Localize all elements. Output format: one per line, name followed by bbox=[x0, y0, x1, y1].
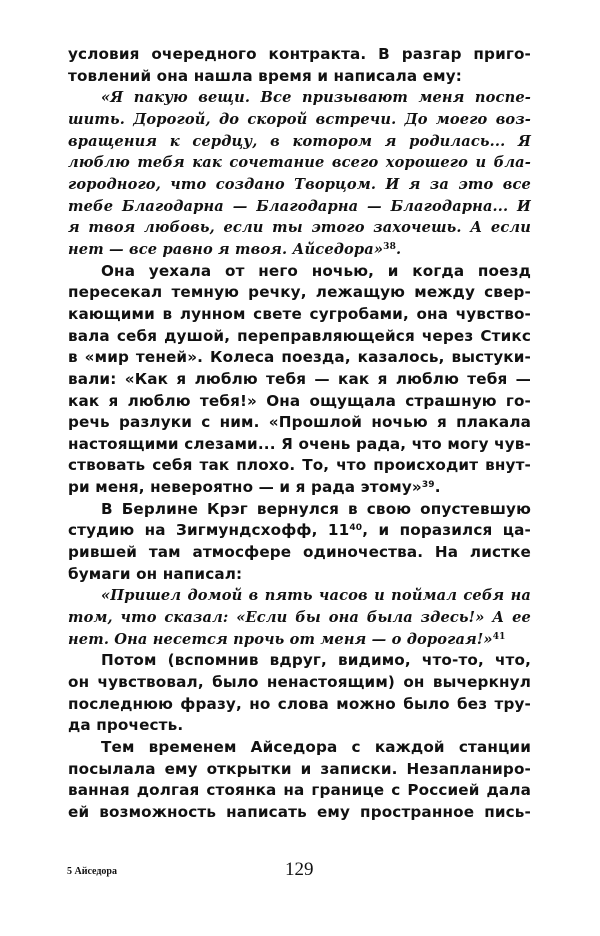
footnote-ref: 41 bbox=[492, 631, 506, 642]
footnote-ref: 39 bbox=[421, 480, 435, 491]
text-line: рившей там атмосфере одиночества. На листке bbox=[68, 543, 531, 562]
text-line: вали: «Как я люблю тебя — как я люблю тебя — bbox=[68, 369, 531, 388]
text-fragment: студию на Зигмундсхофф, 11 bbox=[68, 521, 350, 540]
text-line: ванная долгая стоянка на границе с Россией дала bbox=[68, 781, 531, 800]
text-line: «Я пакую вещи. Все призывают меня поспе- bbox=[101, 89, 531, 107]
text-line: Тем временем Айседора с каждой станции bbox=[101, 738, 531, 756]
text-fragment: . bbox=[434, 478, 441, 497]
text-line: «Пришел домой в пять часов и поймал себя на bbox=[101, 587, 531, 605]
text-line: бумаги он написал: bbox=[68, 564, 243, 583]
text-fragment: . bbox=[396, 240, 402, 258]
text-line bbox=[68, 520, 531, 542]
text-line: да прочесть. bbox=[68, 716, 184, 735]
page-body bbox=[68, 44, 531, 824]
text-line: городного, что создано Творцом. И я за это все bbox=[68, 175, 531, 193]
text-line: тебе Благодарна — Благодарна — Благодарна... И bbox=[68, 197, 531, 215]
text-line bbox=[68, 239, 531, 261]
quote-craig-note bbox=[68, 585, 531, 650]
paragraph-berlin-craig bbox=[68, 499, 531, 586]
footnote-ref: 38 bbox=[383, 241, 396, 252]
paragraph-train-journey bbox=[68, 261, 531, 499]
text-line: люблю тебя как сочетание всего хорошего и бла- bbox=[68, 154, 531, 172]
footnote-ref: 40 bbox=[349, 523, 363, 534]
text-line: посылала ему открытки и записки. Незапланиро- bbox=[68, 759, 531, 778]
text-line: речь разлуки с ним. «Прошлой ночью я плакала bbox=[68, 413, 531, 432]
text-line: вращения к сердцу, в котором я родилась... Я bbox=[68, 132, 531, 150]
text-line: последнюю фразу, но слова можно было без тру- bbox=[68, 694, 531, 713]
paragraph-continuation bbox=[68, 44, 531, 87]
paragraph-crossed-out bbox=[68, 650, 531, 737]
text-line: пересекал темную речку, лежащую между свер- bbox=[68, 283, 531, 302]
text-line: условия очередного контракта. В разгар приго- bbox=[68, 45, 531, 63]
text-line: как я люблю тебя!» Она ощущала страшную го- bbox=[68, 391, 531, 410]
text-line: ей возможность написать ему пространное пись- bbox=[68, 802, 531, 821]
text-line: Потом (вспомнив вдруг, видимо, что-то, что, bbox=[101, 651, 531, 670]
text-line: я твоя любовь, если ты этого захочешь. А если bbox=[68, 219, 531, 237]
text-line: в «мир теней». Колеса поезда, казалось, выстуки- bbox=[68, 348, 531, 367]
text-line: кающими в лунном свете сугробами, она чувство- bbox=[68, 304, 531, 323]
text-line: том, что сказал: «Если бы она была здесь!» А ее bbox=[68, 609, 531, 627]
text-fragment: ри меня, невероятно — и я рада этому» bbox=[68, 478, 422, 497]
page-number: 129 bbox=[285, 859, 314, 880]
text-line bbox=[68, 629, 531, 651]
text-fragment: нет — все равно я твоя. Айседора» bbox=[68, 240, 384, 258]
text-line: он чувствовал, было ненастоящим) он вычеркнул bbox=[68, 673, 531, 692]
text-line: товлений она нашла время и написала ему: bbox=[68, 66, 462, 85]
text-line: ствовать себя так плохо. То, что происходит внут- bbox=[68, 456, 531, 475]
quote-letter-isadora bbox=[68, 87, 531, 260]
text-fragment: нет. Она несется прочь от меня — о дорогая!» bbox=[68, 630, 493, 648]
paragraph-postcards bbox=[68, 737, 531, 824]
text-line: Она уехала от него ночью, и когда поезд bbox=[101, 261, 531, 280]
text-line: настоящими слезами... Я очень рада, что могу чув- bbox=[68, 434, 531, 453]
signature-mark: 5 Айседора bbox=[67, 866, 117, 877]
text-line: В Берлине Крэг вернулся в свою опустевшую bbox=[101, 499, 531, 518]
text-line: шить. Дорогой, до скорой встречи. До моего воз- bbox=[68, 110, 531, 128]
text-line bbox=[68, 477, 531, 499]
text-line: вала себя душой, переправляющейся через Стикс bbox=[68, 326, 531, 345]
text-fragment: , и поразился ца- bbox=[362, 521, 531, 540]
